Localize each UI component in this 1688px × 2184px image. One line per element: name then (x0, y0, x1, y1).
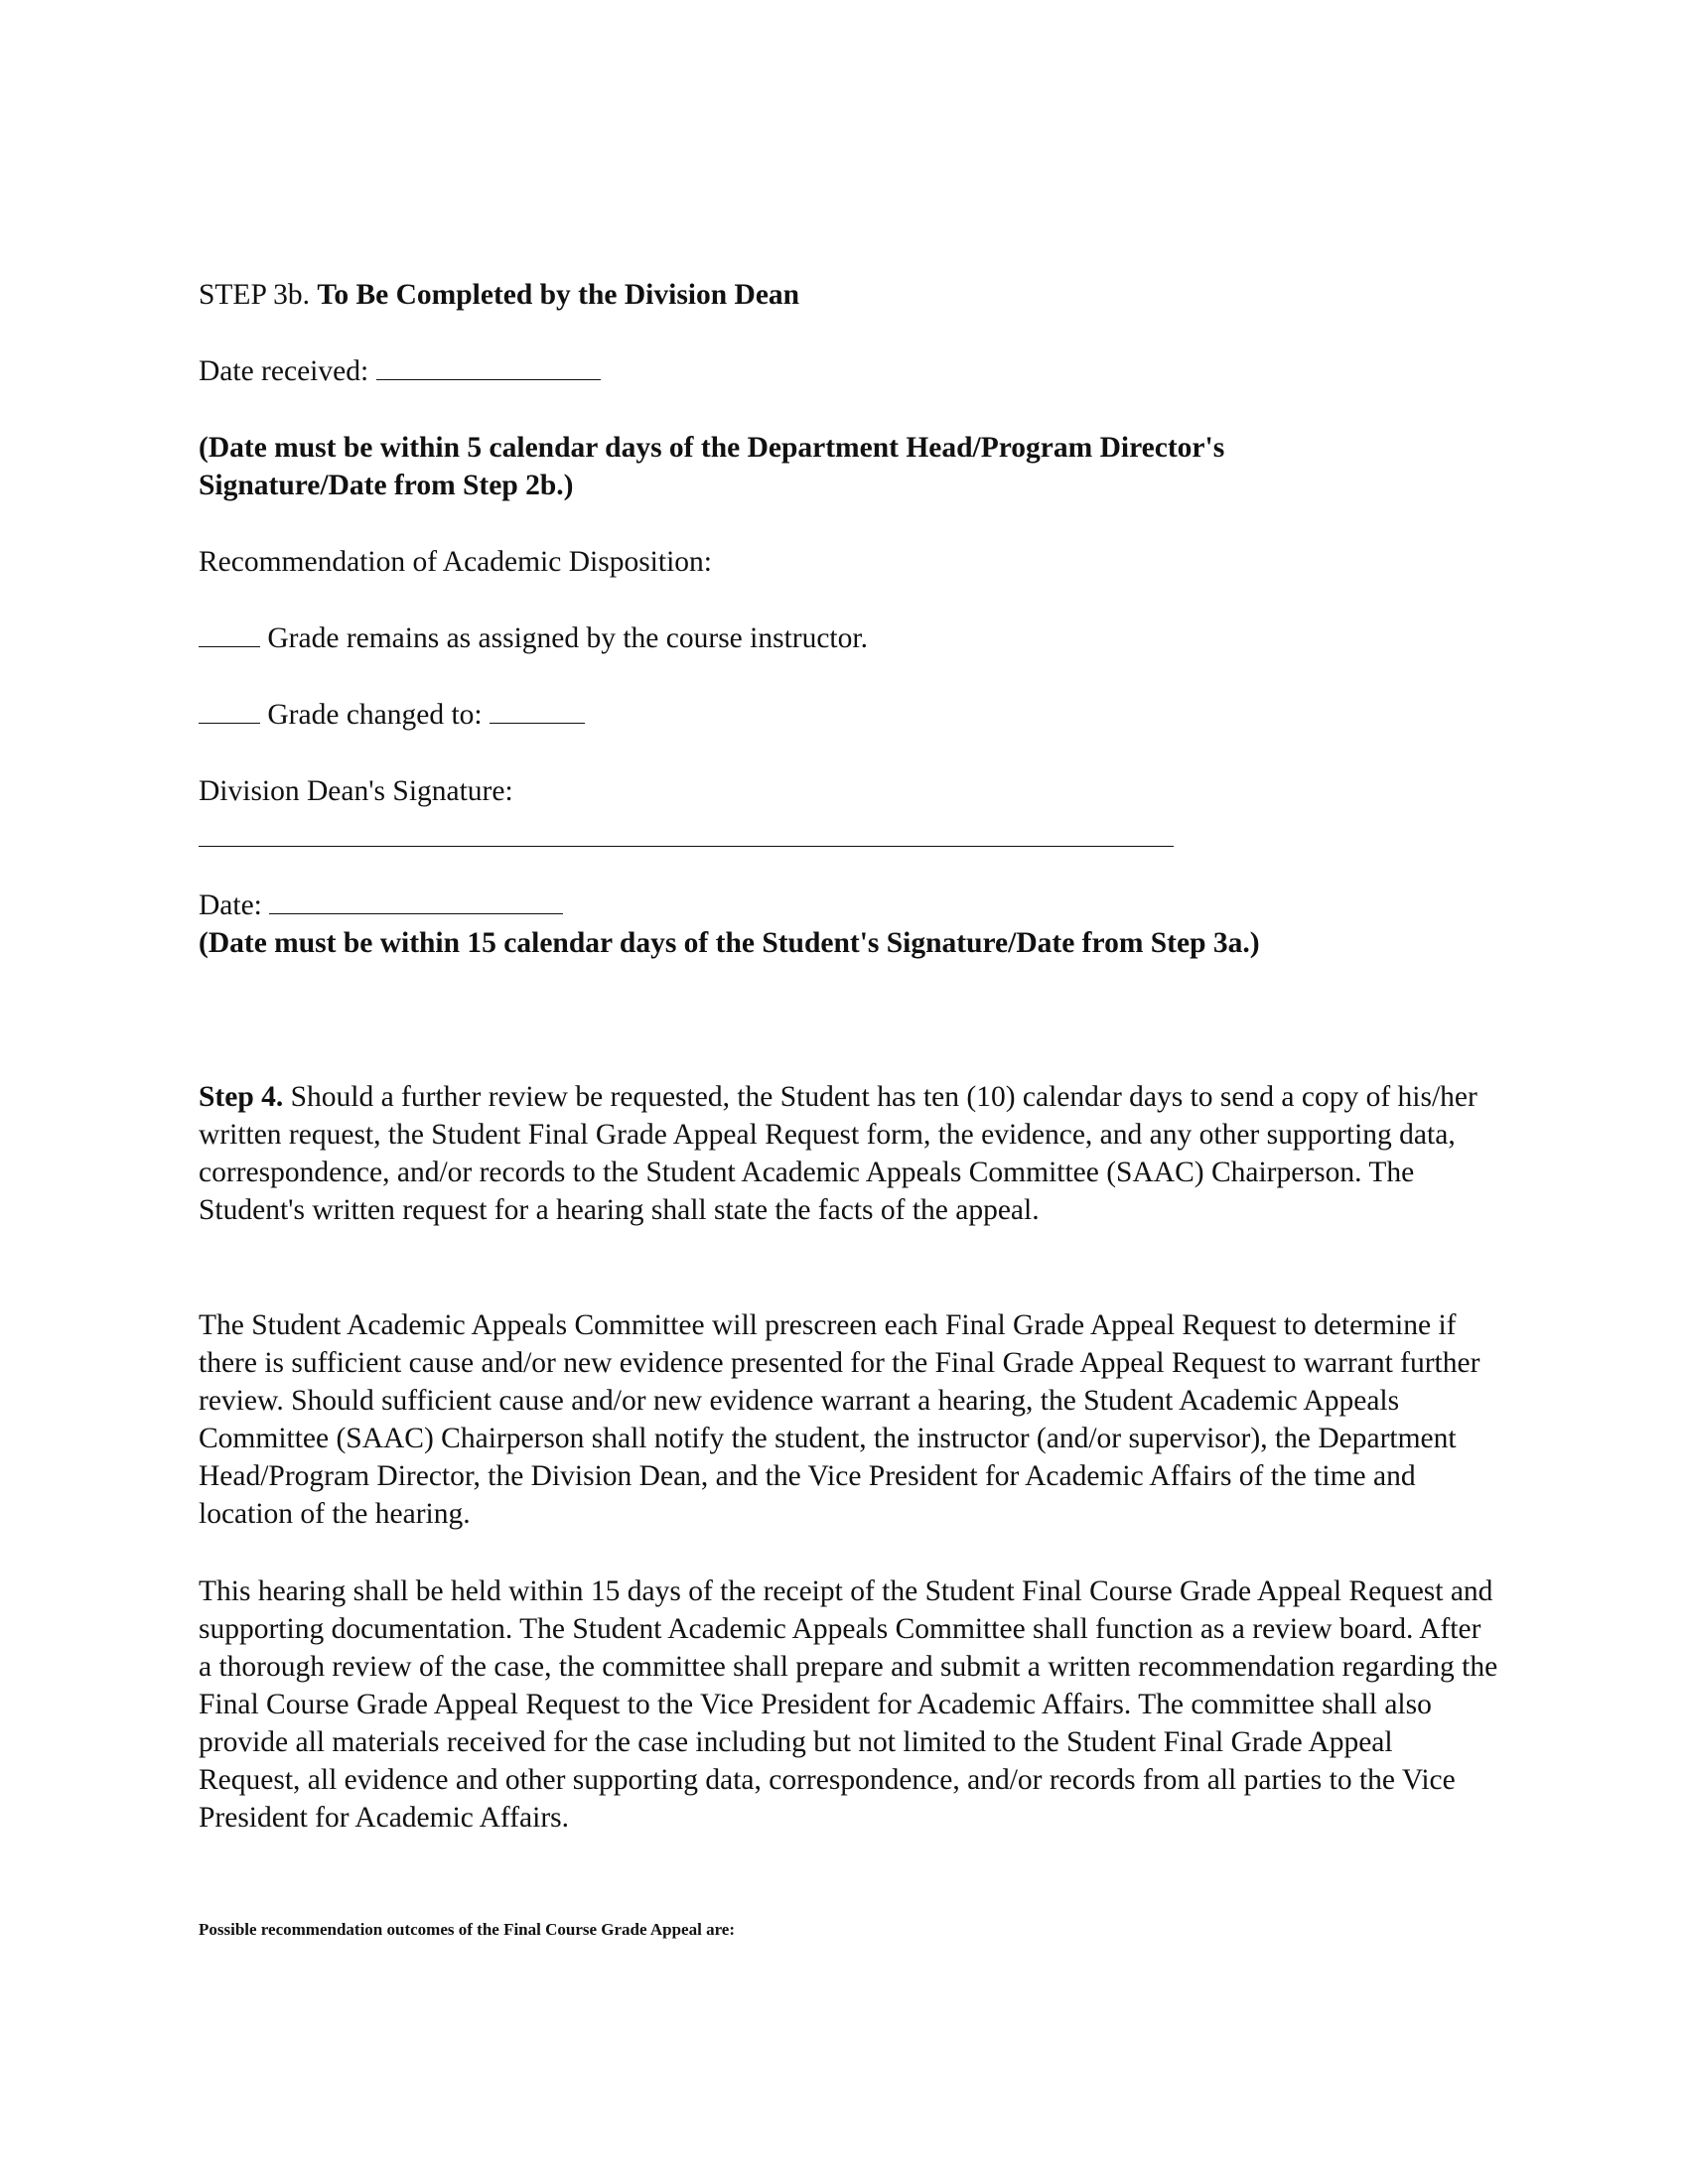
signature-line[interactable] (199, 846, 1174, 847)
date-label: Date: (199, 889, 262, 921)
step3b-label: STEP 3b. (199, 279, 311, 311)
grade-remains-label: Grade remains as assigned by the course instructor. (267, 622, 868, 654)
notice-date-2: (Date must be within 15 calendar days of the Student's Signature/Date from Step 3a.) (199, 927, 1260, 959)
grade-changed-label: Grade changed to: (267, 699, 483, 731)
date-received-field[interactable] (376, 378, 601, 380)
grade-changed-checkbox-blank[interactable] (199, 722, 260, 724)
option-grade-remains (199, 619, 868, 657)
notice-date-line-1: (Date must be within 5 calendar days of the Department Head/Program Director's (199, 432, 1225, 464)
step3b-title: To Be Completed by the Division Dean (317, 279, 800, 311)
date-field[interactable] (269, 912, 563, 914)
step3b-heading (199, 276, 799, 314)
notice-date-line-2: Signature/Date from Step 2b.) (199, 470, 574, 501)
step4-paragraph-1-text: Should a further review be requested, the Student has ten (10) calendar days to send a copy of his/her written request, the Student Final Grade Appeal Request form, the evidence, and any other supporting data, correspondence, and/or records to the Student Academic Appeals Committee (SAAC) Chairperson. The Student's written request for a hearing shall state the facts of the appeal. (199, 1081, 1477, 1226)
step4-paragraph-1 (199, 1078, 1499, 1229)
outcomes-heading: Possible recommendation outcomes of the Final Course Grade Appeal are: (199, 1920, 736, 1939)
date-received-label: Date received: (199, 355, 369, 387)
recommendation-label: Recommendation of Academic Disposition: (199, 546, 712, 578)
date-received-row (199, 352, 601, 390)
signature-label: Division Dean's Signature: (199, 775, 513, 807)
step4-paragraph-2: The Student Academic Appeals Committee will prescreen each Final Grade Appeal Request to determine if there is sufficient cause and/or new evidence presented for the Final Grade Appeal Request to warrant further review. Should sufficient cause and/or new evidence warrant a hearing, the Student Academic Appeals Committee (SAAC) Chairperson shall notify the student, the instructor (and/or supervisor), the Department Head/Program Director, the Division Dean, and the Vice President for Academic Affairs of the time and location of the hearing. (199, 1309, 1480, 1530)
step4-paragraph-3: This hearing shall be held within 15 days of the receipt of the Student Final Course Grade Appeal Request and supporting documentation. The Student Academic Appeals Committee shall function as a review board. After a thorough review of the case, the committee shall prepare and submit a written recommendation regarding the Final Course Grade Appeal Request to the Vice President for Academic Affairs. The committee shall also provide all materials received for the case including but not limited to the Student Final Grade Appeal Request, all evidence and other supporting data, correspondence, and/or records from all parties to the Vice President for Academic Affairs. (199, 1575, 1498, 1834)
option-grade-changed (199, 696, 585, 734)
grade-remains-checkbox-blank[interactable] (199, 645, 260, 647)
new-grade-field[interactable] (490, 722, 585, 724)
date-row (199, 887, 563, 924)
step4-label: Step 4. (199, 1081, 284, 1113)
